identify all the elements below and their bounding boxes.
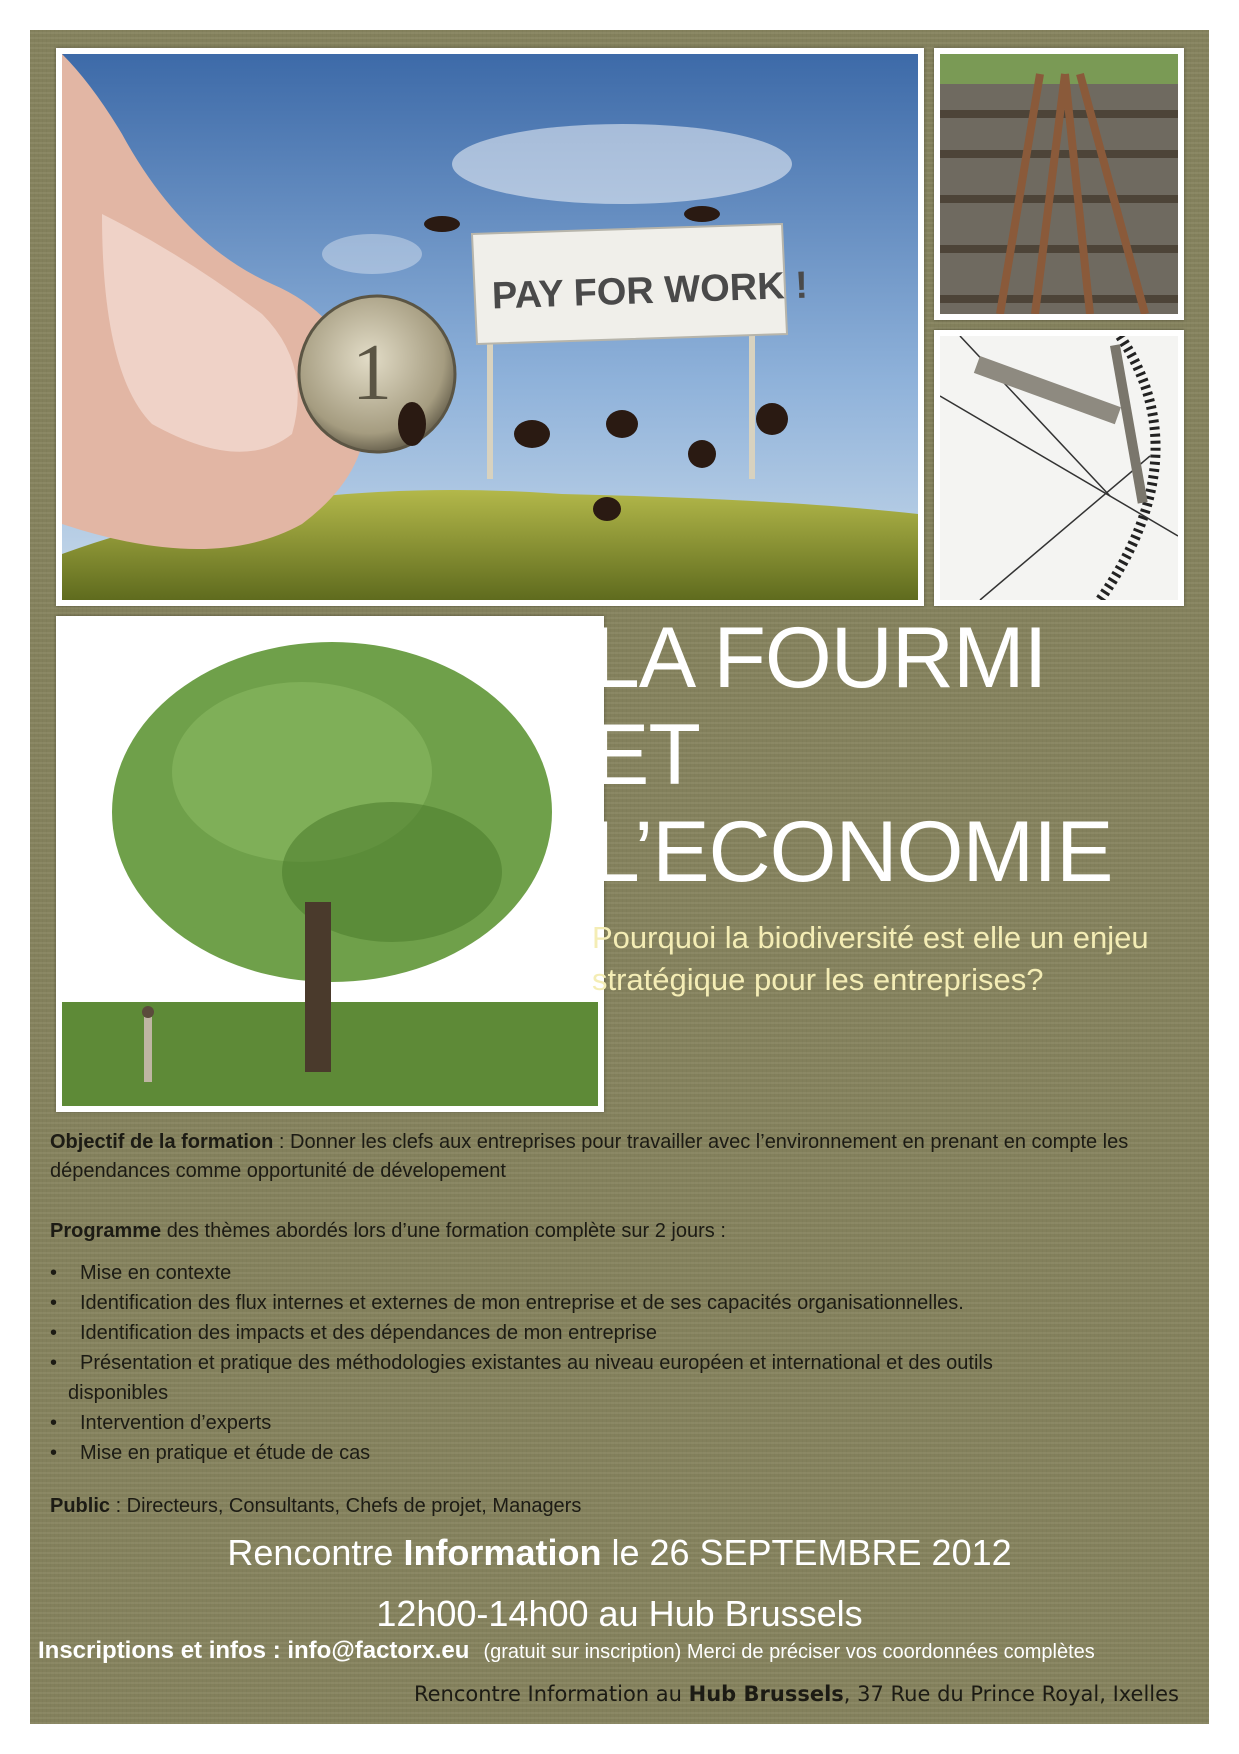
list-item: • Mise en pratique et étude de cas	[50, 1438, 1180, 1468]
event-time: 12h00-14h00 au Hub Brussels	[376, 1593, 863, 1634]
bullet-icon: •	[50, 1292, 58, 1314]
bullet-icon: •	[50, 1352, 58, 1374]
programme-text: des thèmes abordés lors d’une formation complète sur 2 jours :	[161, 1220, 726, 1242]
title	[592, 610, 1192, 901]
bullet-icon: •	[50, 1442, 58, 1464]
rails-photo	[934, 48, 1184, 320]
list-item: • Mise en contexte	[50, 1258, 1180, 1288]
objectif-text: : Donner les clefs aux entreprises pour travailler avec l’environnement en prenant en compte les dépendances comme opportunité de dévelopement	[50, 1131, 1129, 1182]
list-item: • Identification des flux internes et externes de mon entreprise et de ses capacités organisationnelles.	[50, 1288, 1180, 1318]
subtitle: Pourquoi la biodiversité est elle un enjeu stratégique pour les entreprises?	[592, 920, 1149, 997]
objectif-paragraph	[50, 1128, 1180, 1186]
programme-label: Programme	[50, 1220, 162, 1242]
tree-icon	[62, 622, 598, 1106]
compass-drawing-icon	[940, 336, 1178, 600]
bullet-icon: •	[50, 1412, 58, 1434]
title-line-3: L’ECONOMIE	[592, 804, 1113, 900]
contact-line	[38, 1637, 1095, 1665]
bullet-icon: •	[50, 1262, 58, 1284]
objectif-label: Objectif de la formation	[50, 1131, 274, 1153]
list-item: • Présentation et pratique des méthodologies existantes au niveau européen et international et des outils disponibles	[50, 1348, 1180, 1408]
public-text: : Directeurs, Consultants, Chefs de projet, Managers	[110, 1495, 582, 1517]
svg-text:1: 1	[352, 329, 392, 417]
list-item: • Identification des impacts et des dépendances de mon entreprise	[50, 1318, 1180, 1348]
contact-label[interactable]: Inscriptions et infos : info@factorx.eu	[38, 1637, 470, 1664]
public-label: Public	[50, 1495, 111, 1517]
public-paragraph	[50, 1492, 1180, 1521]
address-line: Rencontre Information au Hub Brussels, 37 Rue du Prince Royal, Ixelles	[413, 1682, 1179, 1706]
event-date: Rencontre Information le 26 SEPTEMBRE 2012	[227, 1532, 1012, 1573]
ants-pay-for-work-icon	[62, 54, 918, 600]
tree-photo	[56, 616, 604, 1112]
programme-list	[50, 1258, 1180, 1468]
ants-sign-text: PAY FOR WORK !	[491, 264, 809, 318]
contact-note: (gratuit sur inscription) Merci de préciser vos coordonnées complètes	[483, 1641, 1095, 1663]
railway-tracks-icon	[940, 54, 1178, 314]
title-line-1: LA FOURMI	[592, 610, 1047, 706]
title-line-2: ET	[592, 707, 700, 803]
bullet-icon: •	[50, 1322, 58, 1344]
ants-photo	[56, 48, 924, 606]
list-item: • Intervention d’experts	[50, 1408, 1180, 1438]
compass-photo	[934, 330, 1184, 606]
programme-heading	[50, 1217, 1180, 1246]
